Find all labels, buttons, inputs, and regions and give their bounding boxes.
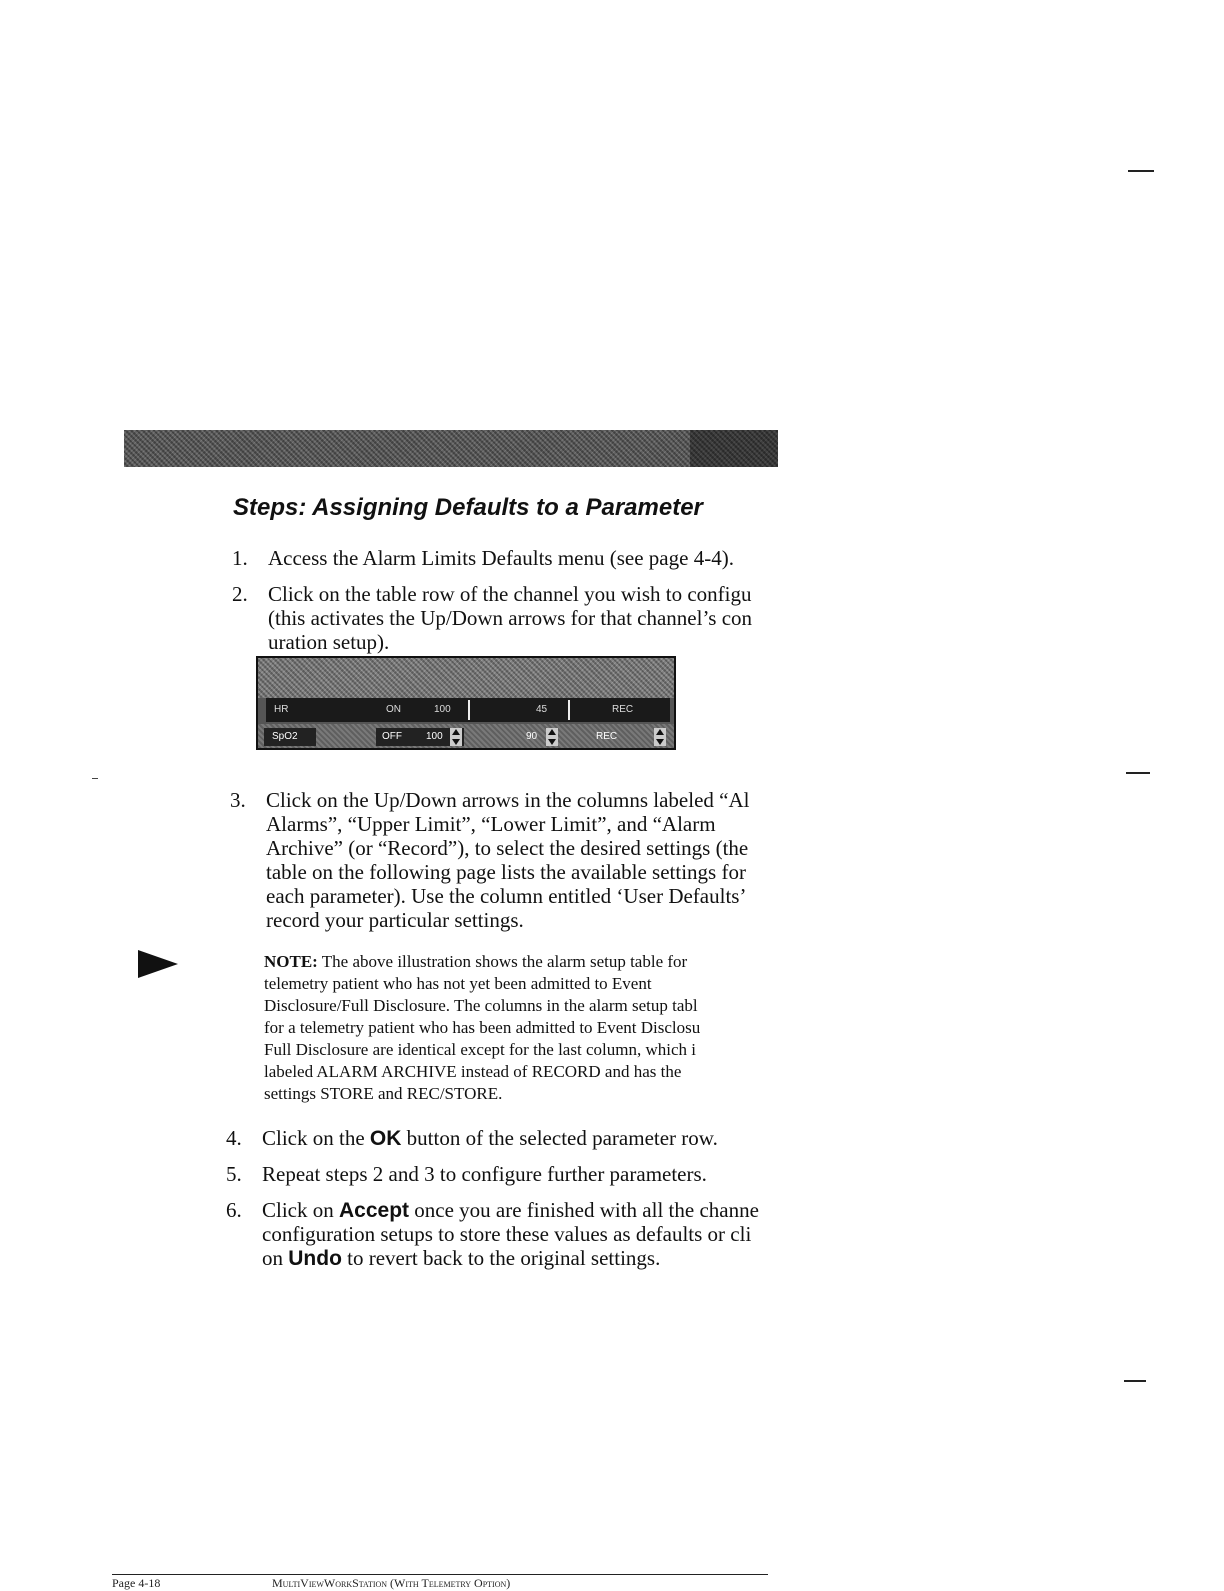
step-3-line-3: Archive” (or “Record”), to select the desired settings (the — [266, 836, 749, 860]
step-2-line-3: uration setup). — [268, 630, 390, 654]
illustration-row-hr — [266, 698, 670, 722]
step-6-line-1: Click on Accept once you are finished with all the channe — [262, 1198, 759, 1222]
row-spo2-upper: 100 — [426, 731, 443, 742]
note-arrow-icon — [138, 950, 178, 978]
step-4-text: Click on the OK button of the selected parameter row. — [262, 1126, 718, 1150]
note-line-7: settings STORE and REC/STORE. — [264, 1084, 503, 1103]
step-6-number: 6. — [226, 1198, 242, 1222]
note-line-1-text: The above illustration shows the alarm setup table for — [321, 952, 688, 971]
step-3-line-2: Alarms”, “Upper Limit”, “Lower Limit”, and “Alarm — [266, 812, 716, 836]
record-updown-arrows-icon[interactable] — [654, 728, 666, 746]
lower-updown-arrows-icon[interactable] — [546, 728, 558, 746]
step-3-line-5: each parameter). Use the column entitled ‘User Defaults’ — [266, 884, 747, 908]
step-6-line-3: on Undo to revert back to the original settings. — [262, 1246, 661, 1270]
step-6-line-2: configuration setups to store these values as defaults or cli — [262, 1222, 752, 1246]
accept-button-label: Accept — [339, 1199, 410, 1222]
row-spo2-record: REC — [596, 731, 618, 742]
section-banner-shade — [690, 430, 778, 467]
step-3-line-6: record your particular settings. — [266, 908, 524, 932]
row-hr-param: HR — [274, 704, 289, 715]
step-2-line-2: (this activates the Up/Down arrows for that channel’s con — [268, 606, 753, 630]
illustration-row-spo2 — [258, 724, 674, 750]
section-banner — [124, 430, 778, 467]
step-3-number: 3. — [230, 788, 246, 812]
margin-dash-3 — [1124, 1380, 1146, 1382]
section-title: Steps: Assigning Defaults to a Parameter — [233, 494, 703, 521]
step-3-line-4: table on the following page lists the available settings for — [266, 860, 746, 884]
step-5-text: Repeat steps 2 and 3 to configure further parameters. — [262, 1162, 707, 1186]
note-line-2: telemetry patient who has not yet been admitted to Event — [264, 974, 652, 993]
note-line-6: labeled ALARM ARCHIVE instead of RECORD and has the — [264, 1062, 682, 1081]
margin-dash-2 — [1126, 772, 1150, 774]
upper-updown-arrows-icon[interactable] — [450, 728, 462, 746]
alarm-setup-table-illustration — [256, 656, 676, 750]
step-2-line-1: Click on the table row of the channel you wish to configu — [268, 582, 752, 606]
note-label: NOTE: — [264, 952, 318, 971]
step-5-number: 5. — [226, 1162, 242, 1186]
row-spo2-alarms: OFF — [382, 731, 402, 742]
footer-rule — [112, 1574, 768, 1575]
step-2-number: 2. — [232, 582, 248, 606]
note-line-4: for a telemetry patient who has been admitted to Event Disclosu — [264, 1018, 701, 1037]
step-1-number: 1. — [232, 546, 248, 570]
undo-button-label: Undo — [288, 1247, 342, 1270]
row-spo2-lower: 90 — [526, 731, 538, 742]
row-hr-separator — [468, 700, 470, 720]
footer-page-number: Page 4-18 — [112, 1576, 161, 1590]
row-hr-record: REC — [612, 704, 634, 715]
illustration-header — [258, 658, 674, 698]
step-3-line-1: Click on the Up/Down arrows in the columns labeled “Al — [266, 788, 750, 812]
row-hr-alarms: ON — [386, 704, 401, 715]
ok-button-label: OK — [369, 1127, 402, 1150]
note-line-3: Disclosure/Full Disclosure. The columns in the alarm setup tabl — [264, 996, 698, 1015]
row-hr-upper: 100 — [434, 704, 451, 715]
row-hr-lower: 45 — [536, 704, 548, 715]
step-1-text: Access the Alarm Limits Defaults menu (see page 4-4). — [268, 546, 734, 570]
margin-tick — [92, 778, 98, 779]
row-spo2-param: SpO2 — [272, 731, 298, 742]
footer-title: MultiViewWorkStation (With Telemetry Option) — [272, 1576, 511, 1590]
margin-dash-1 — [1128, 170, 1154, 172]
step-4-number: 4. — [226, 1126, 242, 1150]
note-line-1 — [264, 951, 687, 973]
note-line-5: Full Disclosure are identical except for the last column, which i — [264, 1040, 696, 1059]
row-hr-separator-2 — [568, 700, 570, 720]
